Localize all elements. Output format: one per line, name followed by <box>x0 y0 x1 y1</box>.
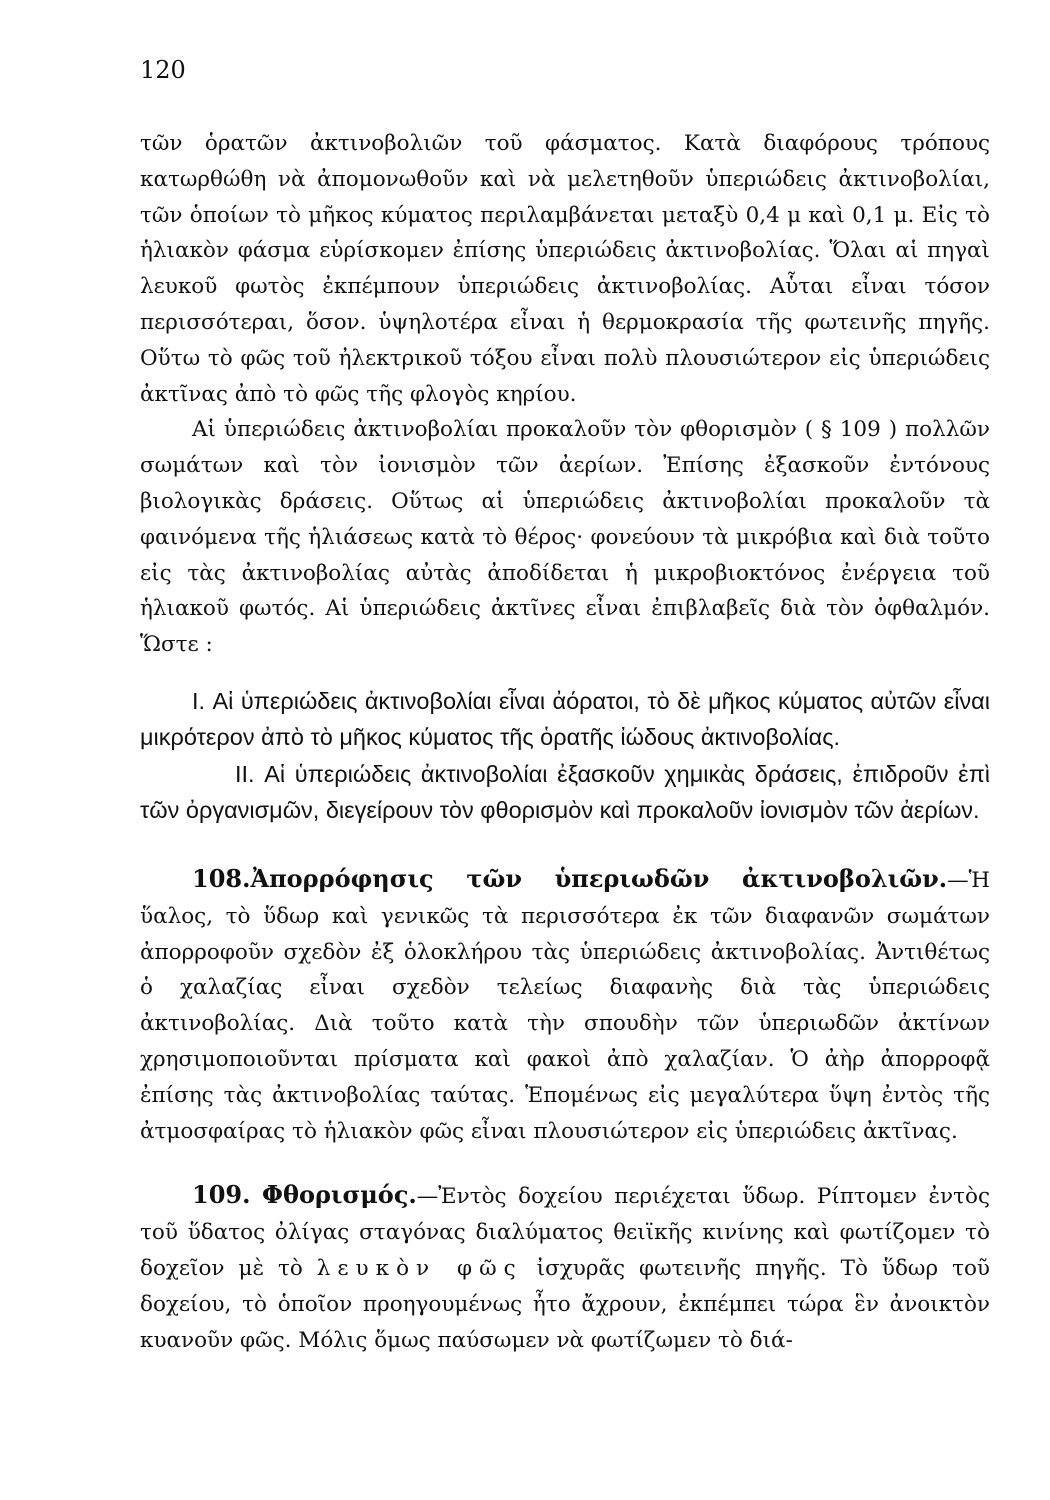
conclusion-numeral: I. <box>192 687 206 714</box>
page-number: 120 <box>140 56 186 84</box>
conclusion-numeral: II. <box>235 760 255 787</box>
spaced-emphasis: λευκὸν φῶς <box>316 1255 523 1281</box>
conclusion-text: Αἱ ὑπεριώδεις ἀκτινοβολίαι ἐξασκοῦν χημικὰς δράσεις, ἐπιδροῦν ἐπὶ τῶν ὀργανισμῶν, διεγείρουν τὸν φθορισμὸν καὶ προκαλοῦν ἰονισμὸν τῶν ἀερίων. <box>140 760 991 824</box>
conclusion-item <box>140 756 990 829</box>
page-body <box>140 126 990 1358</box>
section-109 <box>140 1177 990 1358</box>
section-number: 109. <box>192 1180 251 1210</box>
section-title: Φθορισμός. <box>262 1180 417 1210</box>
section-number: 108. <box>192 863 251 893</box>
paragraph-uv-effects: Αἱ ὑπεριώδεις ἀκτινοβολίαι προκαλοῦν τὸν φθορισμὸν ( § 109 ) πολλῶν σωμάτων καὶ τὸν ἰονισμὸν τῶν ἀερίων. Ἐπίσης ἐξασκοῦν ἐντόνους βιολογικὰς δράσεις. Οὕτως αἱ ὑπεριώδεις ἀκτινοβολίαι προκαλοῦν τὰ φαινόμενα τῆς ἡλιάσεως κατὰ τὸ θέρος· φονεύουν τὰ μικρόβια καὶ διὰ τοῦτο εἰς τὰς ἀκτινοβολίας αὐτὰς ἀποδίδεται ἡ μικροβιοκτόνος ἐνέργεια τοῦ ἡλιακοῦ φωτός. Αἱ ὑπεριώδεις ἀκτῖνες εἶναι ἐπιβλαβεῖς διὰ τὸν ὀφθαλμόν. Ὥστε : <box>140 417 990 658</box>
paragraph-continuation: τῶν ὁρατῶν ἀκτινοβολιῶν τοῦ φάσματος. Κατὰ διαφόρους τρόπους κατωρθώθη νὰ ἀπομονωθοῦν καὶ νὰ μελετηθοῦν ὑπεριώδεις ἀκτινοβολίαι, τῶν ὁποίων τὸ μῆκος κύματος περιλαμβάνεται μεταξὺ 0,4 μ καὶ 0,1 μ. Εἰς τὸ ἡλιακὸν φάσμα εὑρίσκομεν ἐπίσης ὑπεριώδεις ἀκτινοβολίας. Ὅλαι αἱ πηγαὶ λευκοῦ φωτὸς ἐκπέμπουν ὑπεριώδεις ἀκτινοβολίας. Αὗται εἶναι τόσον περισσότεραι, ὅσον. ὑψηλοτέρα εἶναι ἡ θερμοκρασία τῆς φωτεινῆς πηγῆς. Οὕτω τὸ φῶς τοῦ ἠλεκτρικοῦ τόξου εἶναι πολὺ πλουσιώτερον εἰς ὑπεριώδεις ἀκτῖνας ἀπὸ τὸ φῶς τῆς φλογὸς κηρίου. <box>140 131 990 407</box>
conclusion-text: Αἱ ὑπεριώδεις ἀκτινοβολίαι εἶναι ἀόρατοι, τὸ δὲ μῆκος κύματος αὐτῶν εἶναι μικρότερον ἀπὸ τὸ μῆκος κύματος τῆς ὁρατῆς ἰώδους ἀκτινοβολίας. <box>140 687 990 751</box>
section-108 <box>140 861 990 1149</box>
section-body: —Ἡ ὕαλος, τὸ ὕδωρ καὶ γενικῶς τὰ περισσότερα ἐκ τῶν διαφανῶν σωμάτων ἀπορροφοῦν σχεδὸν ἐξ ὁλοκλήρου τὰς ὑπεριώδεις ἀκτινοβολίας. Ἀντιθέτως ὁ χαλαζίας εἶναι σχεδὸν τελείως διαφανὴς διὰ τὰς ὑπεριώδεις ἀκτινοβολίας. Διὰ τοῦτο κατὰ τὴν σπουδὴν τῶν ὑπεριωδῶν ἀκτίνων χρησιμοποιοῦνται πρίσματα καὶ φακοὶ ἀπὸ χαλαζίαν. Ὁ ἀὴρ ἀπορροφᾷ ἐπίσης τὰς ἀκτινοβολίας ταύτας. Ἑπομένως εἰς μεγαλύτερα ὕψη ἐντὸς τῆς ἀτμοσφαίρας τὸ ἡλιακὸν φῶς εἶναι πλουσιώτερον εἰς ὑπεριώδεις ἀκτῖνας. <box>140 867 990 1144</box>
section-body-continued: ἰσχυρᾶς φωτεινῆς πηγῆς. Τὸ ὕδωρ τοῦ δοχείου, τὸ ὁποῖον προηγουμένως ἦτο ἄχρουν, ἐκπέμπει τώρα ἓν ἀνοικτὸν κυανοῦν φῶς. Μόλις ὅμως παύσωμεν νὰ φωτίζωμεν τὸ διά- <box>140 1255 990 1353</box>
section-body: —Ἐντὸς δοχείου περιέχεται ὕδωρ. Ρίπτομεν ἐντὸς τοῦ ὕδατος ὀλίγας σταγόνας διαλύματος θειϊκῆς κινίνης καὶ φωτίζομεν τὸ δοχεῖον μὲ τὸ <box>140 1184 991 1281</box>
conclusion-item <box>140 683 990 756</box>
section-title: Ἀπορρόφησις τῶν ὑπεριωδῶν ἀκτινοβολιῶν. <box>250 863 948 893</box>
